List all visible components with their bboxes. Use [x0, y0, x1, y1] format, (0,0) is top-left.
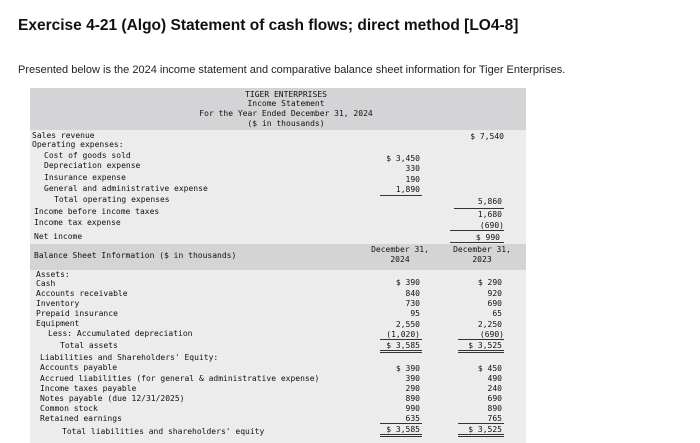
np-label: Notes payable (due 12/31/2025): [40, 394, 185, 403]
itp-2024: 290: [405, 384, 420, 393]
ins-value: 190: [405, 175, 420, 184]
opex-label: Operating expenses:: [32, 140, 124, 149]
pi-label: Prepaid insurance: [36, 309, 118, 318]
re-label: Retained earnings: [40, 414, 122, 423]
statement-unit: ($ in thousands): [247, 119, 325, 128]
cs-2023: 890: [487, 404, 502, 413]
ap-label: Accounts payable: [40, 363, 118, 372]
ibt-rule: [454, 208, 504, 209]
financial-statements-table: [30, 88, 526, 443]
cash-label: Cash: [36, 279, 56, 288]
dep-label: Depreciation expense: [44, 161, 141, 170]
ta-2024-double-rule: [380, 350, 422, 353]
cogs-value: $ 3,450: [386, 154, 420, 163]
ar-label: Accounts receivable: [36, 289, 128, 298]
intro-text: Presented below is the 2024 income statement and comparative balance sheet information for Tiger Enterprises.: [18, 64, 566, 76]
ad-2024-rule: [380, 339, 422, 340]
ap-2024: $ 390: [395, 364, 420, 373]
ins-label: Insurance expense: [44, 173, 126, 182]
tlse-2024-double-rule: [380, 434, 422, 437]
gae-value: 1,890: [395, 185, 420, 194]
total-opex-label: Total operating expenses: [54, 195, 170, 204]
pi-2024: 95: [410, 309, 420, 318]
ad-2023: (690): [479, 330, 504, 339]
pi-2023: 65: [492, 309, 502, 318]
ta-2023: $ 3,525: [468, 341, 502, 350]
inv-2024: 730: [405, 299, 420, 308]
ni-label: Net income: [34, 232, 83, 241]
tax-value: (690): [479, 221, 504, 230]
cs-label: Common stock: [40, 404, 98, 413]
al-2023: 490: [487, 374, 502, 383]
ta-2023-double-rule: [458, 350, 504, 353]
company-name: TIGER ENTERPRISES: [245, 90, 327, 99]
re-2023: 765: [487, 414, 502, 423]
tlse-2023: $ 3,525: [468, 425, 502, 434]
tlse-2024: $ 3,585: [386, 425, 420, 434]
inv-2023: 690: [487, 299, 502, 308]
re-2024-rule: [380, 423, 422, 424]
ar-2024: 840: [405, 289, 420, 298]
ibt-label: Income before income taxes: [34, 207, 160, 216]
statement-period: For the Year Ended December 31, 2024: [199, 109, 373, 118]
assets-label: Assets:: [36, 270, 70, 279]
total-opex-value: 5,860: [477, 197, 502, 206]
dep-value: 330: [405, 164, 420, 173]
itp-label: Income taxes payable: [40, 384, 137, 393]
col-2024-line1: December 31,: [371, 245, 429, 254]
ta-2024: $ 3,585: [386, 341, 420, 350]
ibt-value: 1,680: [477, 210, 502, 219]
inv-label: Inventory: [36, 299, 80, 308]
ni-rule-top: [450, 230, 504, 231]
sales-value: $ 7,540: [470, 132, 504, 141]
subtotal-rule: [380, 195, 422, 196]
re-2023-rule: [458, 423, 504, 424]
col-2023-line2: 2023: [472, 255, 492, 264]
ar-2023: 920: [487, 289, 502, 298]
eq-2023: 2,250: [477, 320, 502, 329]
ap-2023: $ 450: [477, 364, 502, 373]
sales-label: Sales revenue: [32, 131, 95, 140]
al-2024: 390: [405, 374, 420, 383]
tax-label: Income tax expense: [34, 218, 121, 227]
gae-label: General and administrative expense: [44, 184, 208, 193]
tlse-2023-double-rule: [458, 434, 504, 437]
ad-2023-rule: [458, 339, 504, 340]
balance-sheet-header: Balance Sheet Information ($ in thousands): [34, 251, 237, 260]
eq-label: Equipment: [36, 319, 80, 328]
ni-value: $ 990: [475, 233, 500, 242]
cash-2024: $ 390: [395, 278, 420, 287]
lse-label: Liabilities and Shareholders' Equity:: [40, 353, 219, 362]
eq-2024: 2,550: [395, 320, 420, 329]
itp-2023: 240: [487, 384, 502, 393]
cash-2023: $ 290: [477, 278, 502, 287]
exercise-title: Exercise 4-21 (Algo) Statement of cash flows; direct method [LO4-8]: [18, 17, 519, 34]
ta-label: Total assets: [60, 341, 118, 350]
np-2023: 690: [487, 394, 502, 403]
col-2023-line1: December 31,: [453, 245, 511, 254]
ad-2024: (1,020): [386, 330, 420, 339]
statement-name: Income Statement: [247, 99, 325, 108]
al-label: Accrued liabilities (for general & administrative expense): [40, 374, 320, 383]
cogs-label: Cost of goods sold: [44, 151, 131, 160]
col-2024-line2: 2024: [390, 255, 410, 264]
ad-label: Less: Accumulated depreciation: [48, 329, 193, 338]
tlse-label: Total liabilities and shareholders' equity: [62, 427, 265, 436]
re-2024: 635: [405, 414, 420, 423]
np-2024: 890: [405, 394, 420, 403]
cs-2024: 990: [405, 404, 420, 413]
